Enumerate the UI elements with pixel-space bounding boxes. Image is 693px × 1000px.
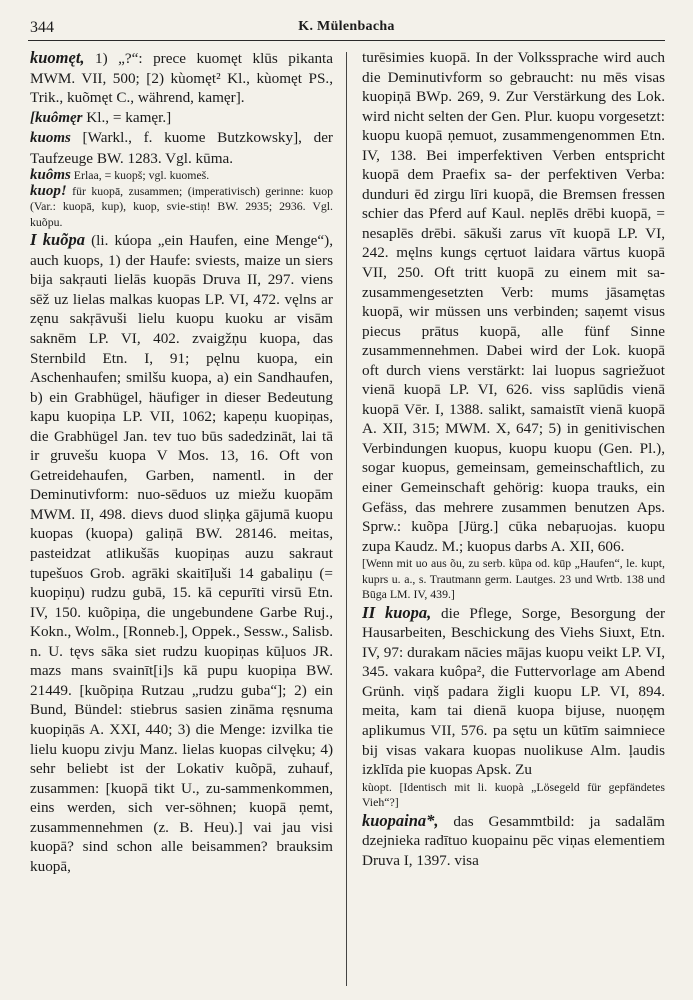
entry-kuopa-1 <box>30 230 333 876</box>
etymology-note-2: kùopt. [Identisch mit li. kuopà „Lösegeld für gepfändetes Vieh“?] <box>362 779 665 810</box>
entry-text: für kuopā, zusammen; (imperativisch) gerinne: kuop (Var.: kuopā, kup), kuop, svie-stiņ! BW. 2935; 2936. Vgl. kuõpu. <box>30 183 333 229</box>
headword: kuomęt, <box>30 48 85 67</box>
entry-kuopa-2 <box>362 603 665 780</box>
entry-text: 1) „?“: prece kuomęt klūs pikanta MWM. VII, 500; [2) kùomęt² Kl., kùomęt PS., Trik., kuõmęt C., während, kamęr]. <box>30 50 333 107</box>
right-column <box>362 48 665 992</box>
column-divider <box>346 52 347 986</box>
running-title: K. Mülenbacha <box>298 19 395 34</box>
entry-kuopaina <box>362 811 665 871</box>
entry-continuation: turēsimies kuopā. In der Volkssprache wird auch die Deminutivform so gebraucht: nu mēs visas kuopiņā BWp. 269, 9. Zur Verstärkung des Lok. wird nicht selten der Gen. Plur. kuopu vorgesetzt: kuopu kuopā ņemuot, zusammengenommen Etn. IV, 138. Bei imperfektiven Verben entspricht kuopā dem Praefix sa- der perfektiven Verba: dunduri ēd zirgu līri kuopā, die Bremsen fressen schier das Pferd auf Kaul. neplēs drēbi kuopā, = nesaplēs drēbi. sākuši zarus vīt kuopā LP. VI, 242. męlns kungs cęrtuot laidara vārtus kuopā VII, 250. Oft tritt kuopā zu einem mit sa- zusammengesetzten Verb: mums jāsamętas kuopā, wir müssen uns verbinden; saņemt visus piecus prātus kuopā, alle fünf Sinne zusammennehmen. Dabei wird der Lok. kuopā oft durch viens verstärkt: lai luopus sagriežuot vienā kuopā LP. VI, 626. viss saplūdis vienā kuopā Vēr. I, 1388. salikt, samaistīt vienā kuopā A. XII, 315; MWM. X, 647; 5) in genitivischen Verbindungen kuopus, kuopu kuopu (Gen. Pl.), sogar kuopus, gemeinsam, gemeinschaftlich, zu einer Gemeinschaft gehörig: kuopa trauks, ein Gefäss, das mehrere zusammen benutzen Aps. Sprw.: kuõpa [Jürg.] cūka nebaŗuojas. kuopu zupa Kaudz. M.; kuopus darbs A. XII, 606. <box>362 49 665 555</box>
headword: kuõpa <box>42 230 85 250</box>
entry-kuoms <box>30 128 333 168</box>
page-header <box>28 14 665 41</box>
left-column <box>30 48 333 992</box>
headword: kuopaina*, <box>362 810 439 830</box>
entry-text: (li. kúopa „ein Haufen, eine Menge“), auch kuops, 1) der Haufe: sviests, maize un siers bija sakŗauti lielās kuopās Druva II, 297. viens sēž uz lielas malkas kuopas LP. VI, 472. vęlns ar zęnu sakŗāvuši lielu kuopu kuoku ar visām saknēm LP. VI, 402. zvaigžņu kuopa, das Sternbild Etn. I, 91; pęlnu kuopa, ein Aschenhaufen; smilšu kuopa, a) ein Sandhaufen, b) ein Grabhügel, häufiger in dieser Bedeutung kapu kuopiņa LP. VII, 1062; kapeņu kuopiņas, die Grabhügel Jan. tev tuo būs sadedzināt, lai tā ir gruvešu kuopa V Mos. 13, 16. Oft von Getreidehaufen, Garben, namentl. in der Deminutivform: nuo-sēduos uz miežu kuopām MWM. II, 498. dievs duod sliņķa gājumā kuopu kuopas (kuopa) galiņā BW. 28146. meitas, pasteidzat atlikušās kuopiņas auzu sakraut tupešuos Grob. agrāki skaitīļuši 14 gabaliņu (= kuopiņu) rudzu gubā, 15. kā cepurīti virsū Etn. IV, 150. kuõpiņa, die ungebundene Garbe Ruj., Kokn., Wolm., [Ronneb.], Oppek., Sessw., Salisb. n. U. tęvs sāka siet rudzu kuopiņas kūļuos JR. mazs mans svainīt[i]s kā pupu kuopiņa BW. 21449. [kuõpiņa Rutzau „rudzu guba“]; 2) ein Bund, Bündel: stiebrus sasien zināma ręsnuma kuopiņās A. XXI, 440; 3) die Menge: izvilka tie lielu kuopu zivju Manz. lielas kuopas cilvęku; 4) sehr beliebt ist der Lokativ kuõpā, zuhauf, zusammen: [kuopā tikt U., zu-sammenkommen, eins werden, sich ver-söhnen; kuopā ņemt, zusammennehmen (z. B. Heu).] vai jau visi kuopā? sind schon alle beisammen? brauksim kuopā, <box>30 232 333 875</box>
etymology-note: [Wenn mit uo aus õu, zu serb. kȕpa od. kūp „Haufen“, le. kupt, kuprs u. a., s. Trautmann germ. Lautges. 23 und Wrtb. 138 und Būga LM. IV, 439.] <box>362 556 665 602</box>
entry-kuomet <box>30 48 333 108</box>
entry-text: die Pflege, Sorge, Besorgung der Hausarbeiten, Beschickung des Viehs Siuxt, Etn. IV, 97: durakam nācies mājas kuopu veikt LP. VI, 345. vakara kuôpa², die Futtervorlage am Abend Grünh. viņš padara žigli kuopu LP. VI, 894. meita, kam tai dienā kuopa bijuse, nuoņęm aplikumus VII, 576. pa sętu un kūtīm saimniece bij visas vakara kuopas nuolikuse Alm. ļaudis izklīda pie kuopas Apsk. Zu <box>362 604 665 779</box>
entry-text: Erlaa, = kuopš; vgl. kuomeš. <box>70 168 210 183</box>
headword: kuopa, <box>384 602 432 622</box>
entry-kuop <box>30 184 333 231</box>
headword: kuop! <box>30 182 67 199</box>
headword: kuôms <box>30 167 71 184</box>
entry-kuoms-2 <box>30 168 333 184</box>
entry-kuomer <box>30 108 333 129</box>
lemma-number: II <box>362 602 376 622</box>
entry-text: Kl., = kamęr.] <box>82 108 172 126</box>
page-number: 344 <box>30 19 54 36</box>
entry-text: [Warkl., f. kuome Butzkowsky], der Taufzeuge BW. 1283. Vgl. kūma. <box>30 129 333 167</box>
entry-text: das Gesammtbild: ja sadalām dzejnieka radītuo kuopainu pēc viņas elementiem Druva I, 1397. visa <box>362 812 665 869</box>
headword: [kuômęr <box>30 109 83 126</box>
headword: kuoms <box>30 130 71 147</box>
lemma-number: I <box>30 230 37 250</box>
